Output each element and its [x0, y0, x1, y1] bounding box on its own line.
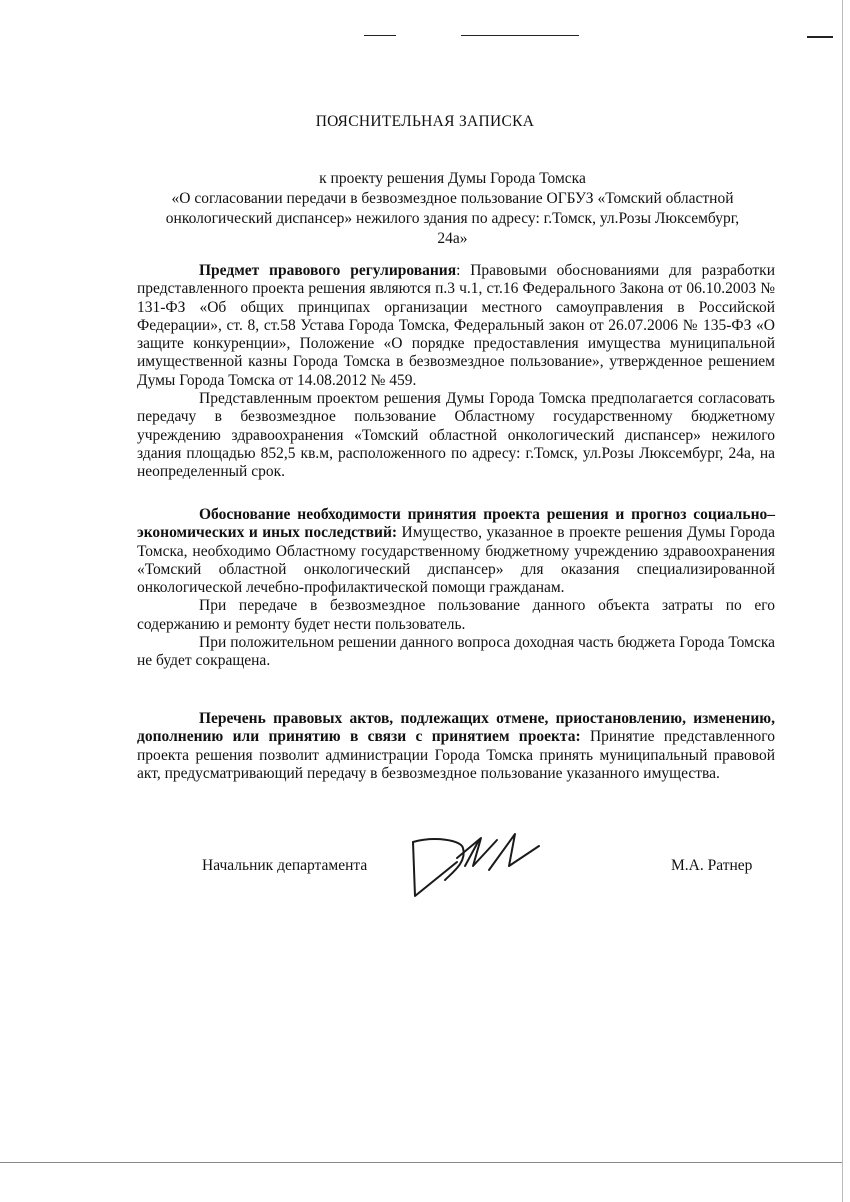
scan-artifact-bottom — [0, 1162, 842, 1163]
scan-artifact-top-right — [807, 36, 833, 38]
section-3-paragraph-1 — [137, 710, 775, 783]
subtitle-line-2: «О согласовании передачи в безвозмездное пользование ОГБУЗ «Томский областной онкологический диспансер» нежилого здания по адресу: г.Томск, ул.Розы Люксембург, 24а» — [165, 190, 740, 247]
section-3-heading: Перечень правовых актов, подлежащих отмене, приостановлению, изменению, дополнению или принятию в связи с принятием проекта: — [137, 710, 775, 746]
document-subtitle — [150, 169, 755, 249]
section-1-paragraph-2: Представленным проектом решения Думы Города Томска предполагается согласовать передачу в безвозмездное пользование Областному государственному бюджетному учреждению здравоохранения «Томский областной онкологический диспансер» нежилого здания площадью 852,5 кв.м, расположенного по адресу: г.Томск, ул.Розы Люксембург, 24а, на неопределенный срок. — [137, 390, 775, 481]
section-regulation-subject — [137, 262, 775, 482]
signatory-position: Начальник департамента — [202, 857, 368, 874]
scan-artifact-top-left — [364, 35, 396, 36]
scan-artifact-top-center — [461, 35, 579, 36]
section-2-paragraph-1 — [137, 506, 775, 597]
section-justification — [137, 506, 775, 671]
section-1-heading: Предмет правового регулирования — [199, 262, 457, 279]
subtitle-line-1: к проекту решения Думы Города Томска — [319, 170, 586, 187]
section-1-text: : Правовыми обоснованиями для разработки представленного проекта решения являются п.3 ч.1, ст.16 Федерального Закона от 06.10.2003 № 131-ФЗ «Об общих принципах организации местного самоуправления в Российской Федерации», ст. 8, ст.58 Устава Города Томска, Федеральный закон от 26.07.2006 № 135-ФЗ «О защите конкуренции», Положение «О порядке предоставления имущества муниципальной имущественной казны Города Томска в безвозмездное пользование», утвержденное решением Думы Города Томска от 14.08.2012 № 459. — [137, 262, 775, 389]
section-legal-acts — [137, 710, 775, 783]
page-title: ПОЯСНИТЕЛЬНАЯ ЗАПИСКА — [315, 113, 535, 130]
section-2-paragraph-3: При положительном решении данного вопроса доходная часть бюджета Города Томска не будет сокращена. — [137, 634, 775, 670]
section-2-paragraph-2: При передаче в безвозмездное пользование данного объекта затраты по его содержанию и ремонту будет нести пользователь. — [137, 597, 775, 633]
section-3-text: Принятие представленного проекта решения позволит администрации Города Томска принять муниципальный правовой акт, предусматривающий передачу в безвозмездное пользование указанного имущества. — [137, 728, 775, 782]
handwritten-signature — [405, 826, 555, 906]
signatory-name: М.А. Ратнер — [671, 857, 753, 874]
section-2-heading: Обоснование необходимости принятия проекта решения и прогноз социально–экономических и иных последствий: — [137, 506, 775, 542]
scan-artifact-right-edge — [842, 0, 843, 1202]
section-2-text: Имущество, указанное в проекте решения Думы Города Томска, необходимо Областному государственному бюджетному учреждению здравоохранения «Томский областной онкологический диспансер» для оказания специализированной онкологической лечебно-профилактической помощи гражданам. — [137, 524, 775, 597]
section-1-paragraph-1 — [137, 262, 775, 390]
